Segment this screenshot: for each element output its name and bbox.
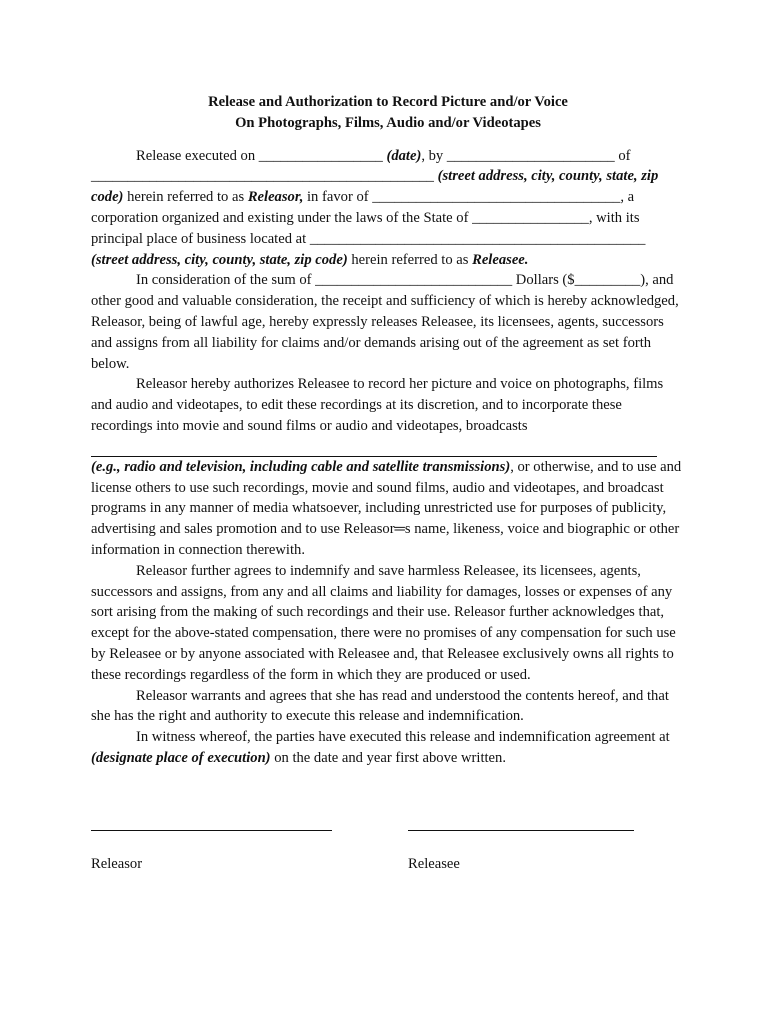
p3-text-a: Releasor hereby authorizes Releasee to record her picture and voice on photographs, films and audio and videotapes, to edit these recordings at its discretion, and to incorporate these recordings into movie and sound films or audio and videotapes, broadcasts [91,376,664,434]
paragraph-authorization-cont [91,457,685,561]
document-body [91,92,685,769]
p1-text-b: , by _______________________ of _______________________________________________ [91,147,631,185]
p6-text-b: on the date and year first above written. [270,749,506,766]
document-title [91,92,685,134]
p1-text-a: Release executed on _________________ [136,147,387,164]
releasor-signature-label: Releasor [91,856,143,872]
place-placeholder: (designate place of execution) [91,749,271,766]
p6-text-a: In witness whereof, the parties have executed this release and indemnification agreement at [136,729,670,746]
paragraph-consideration: In consideration of the sum of ___________________________ Dollars ($_________), and other good and valuable consideration, the receipt and sufficiency of which is hereby acknowledged, Releasor, being of lawful age, hereby expressly releases Releasee, its licensees, agents, successors and assigns from all liability for claims and/or demands arising out of the agreement as set forth below. [91,272,679,372]
paragraph-execution [91,146,685,271]
paragraph-witness [91,727,685,769]
broadcast-examples-placeholder: (e.g., radio and television, including cable and satellite transmissions) [91,458,511,475]
p1-text-e: herein referred to as [347,251,473,268]
broadcasts-blank-line [91,437,657,457]
p1-text-d: in favor of __________________________________, a corporation organized and existing under the laws of the State of ________________, with its principal place of business located at ______________________________________________ [91,189,646,247]
paragraph-indemnify: Releasor further agrees to indemnify and save harmless Releasee, its licensees, agents, successors and assigns, from any and all claims and liability for damages, losses or expenses of any sort arising from the making of such recordings and their use. Releasor further acknowledges that, except for the above-stated compensation, there were no promises of any compensation for such use by Releasee or by anyone associated with Releasee and, that Releasee exclusively owns all rights to these recordings regardless of the form in which they are produced or used. [91,562,676,683]
p3-text-b: , or otherwise, and to use and license others to use such recordings, movie and sound films, audio and videotapes, and broadcast programs in any manner of media whatsoever, including unrestricted use for purposes of publicity, advertising and sales promotion and to use Releasor═s name, likeness, voice and biographic or other information in connection therewith. [91,458,682,558]
releasor-address-placeholder: (street address, city, county, state, zip code) [91,168,659,206]
releasee-signature-label: Releasee [408,856,460,872]
p1-text-c: herein referred to as [123,189,248,206]
date-placeholder: (date) [386,147,422,164]
paragraph-authorization [91,374,685,436]
releasee-term: Releasee. [472,251,529,268]
releasee-address-placeholder: (street address, city, county, state, zip code) [91,251,348,268]
releasee-signature-line [408,830,634,831]
releasor-term: Releasor, [247,189,304,206]
paragraph-warranty: Releasor warrants and agrees that she has read and understood the contents hereof, and that she has the right and authority to execute this release and indemnification. [91,687,669,725]
releasor-signature-line [91,830,332,831]
title-line-1: Release and Authorization to Record Picture and/or Voice [208,94,568,110]
title-line-2: On Photographs, Films, Audio and/or Videotapes [235,114,541,131]
